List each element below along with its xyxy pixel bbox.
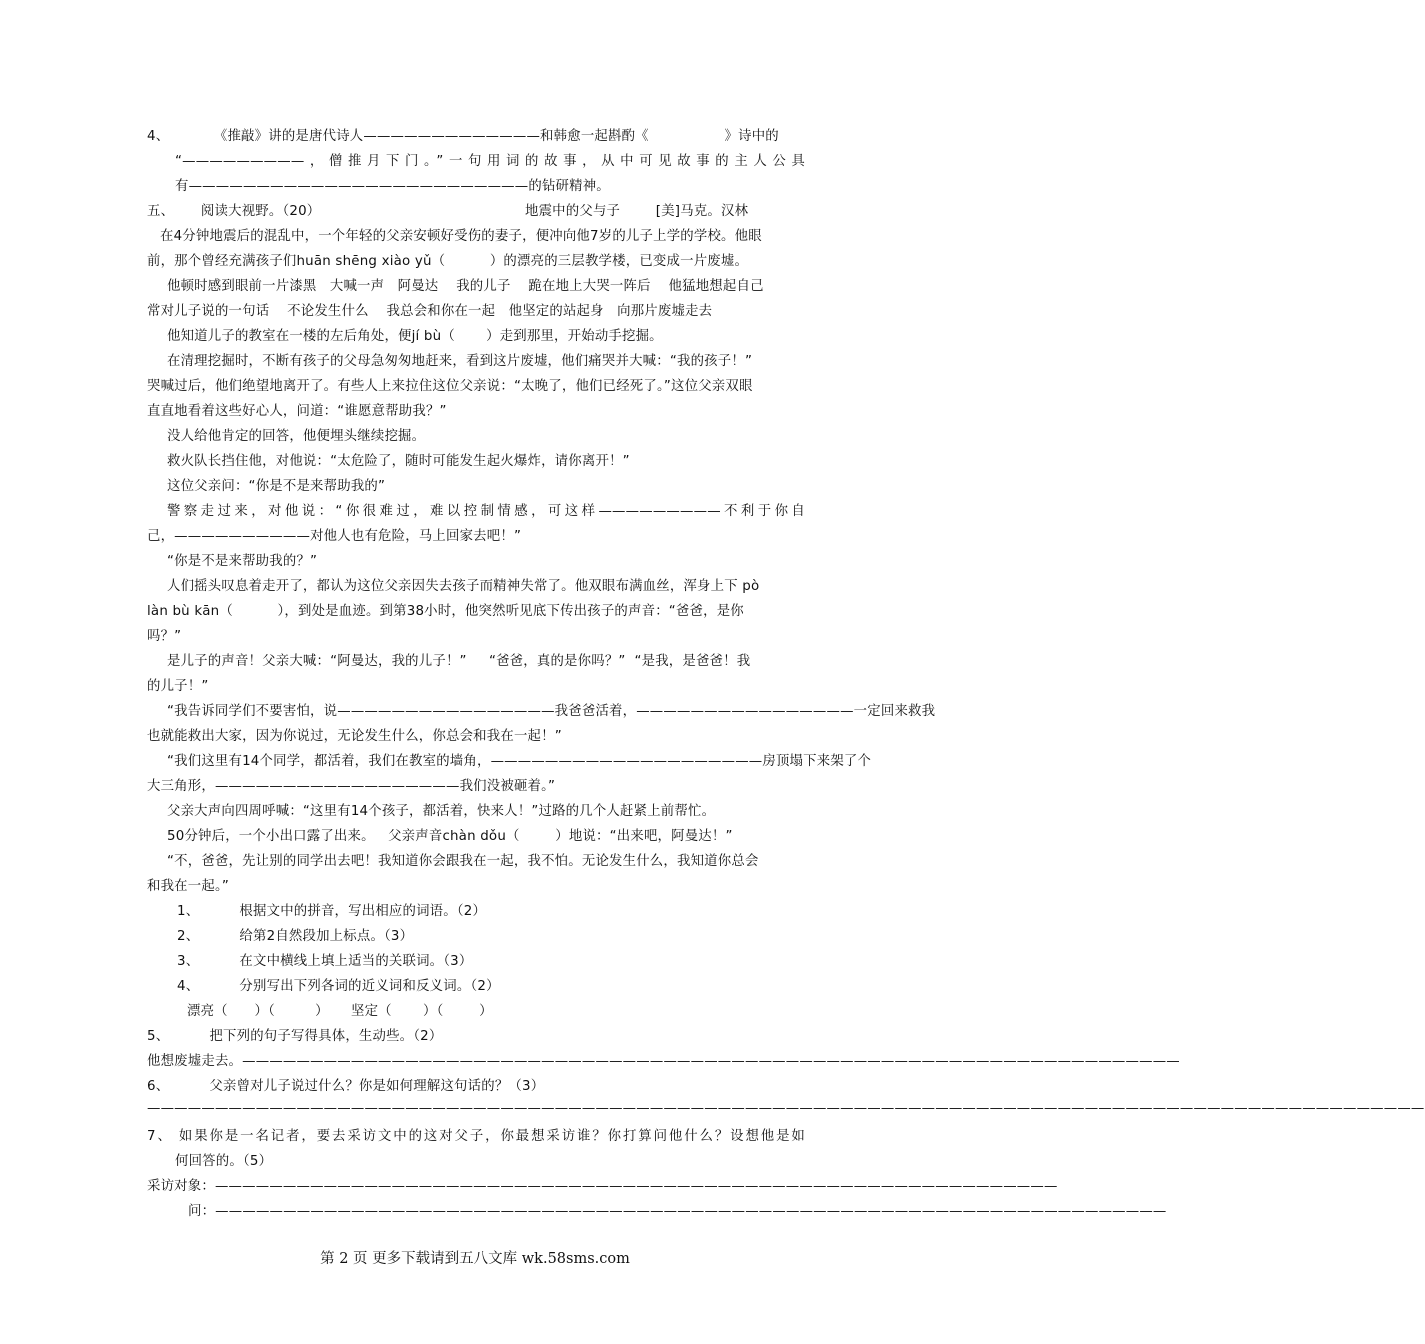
paragraph-line: 他知道儿子的教室在一楼的左后角处，便jí bù（ ）走到那里，开始动手挖掘。 [167,329,663,344]
paragraph-line: 直直地看着这些好心人，问道：“谁愿意帮助我？” [147,404,447,419]
question-6-answer-line: —————————————————————————————————————————————————————————————————————————————————————————————— [147,1101,1425,1116]
sub-question-2: 2、 给第2自然段加上标点。（3） [177,929,414,944]
paragraph-line: 没人给他肯定的回答，他便埋头继续挖掘。 [167,429,426,444]
paragraph-line: 大三角形，——————————————————我们没被砸着。” [147,779,556,794]
article-title: 地震中的父与子 [美]马克。汉林 [525,204,749,219]
paragraph-line: 在4分钟地震后的混乱中，一个年轻的父亲安顿好受伤的妻子，便冲向他7岁的儿子上学的学校。他眼 [160,229,762,244]
sub-question-3: 3、 在文中横线上填上适当的关联词。（3） [177,954,473,969]
paragraph-line: “我告诉同学们不要害怕，说————————————————我爸爸活着，————————————————一定回来救我 [167,704,936,719]
sub-question-1: 1、 根据文中的拼音，写出相应的词语。（2） [177,904,487,919]
question-5: 5、 把下列的句子写得具体，生动些。（2） [147,1029,443,1044]
synonym-antonym-blanks: 漂亮（ ）（ ） 坚定（ ）（ ） [187,1004,493,1019]
page-footer: 第 2 页 更多下载请到五八文库 wk.58sms.com [320,1251,630,1267]
question-6: 6、 父亲曾对儿子说过什么？你是如何理解这句话的？（3） [147,1079,545,1094]
paragraph-line: 常对儿子说的一句话 不论发生什么 我总会和你在一起 他坚定的站起身 向那片废墟走去 [147,304,713,319]
paragraph-line: 救火队长挡住他，对他说：“太危险了，随时可能发生起火爆炸，请你离开！” [167,454,630,469]
question-4-line-3: 有—————————————————————————的钻研精神。 [175,179,610,194]
section-5-heading: 五、 阅读大视野。（20） [147,204,321,219]
paragraph-line: làn bù kān（ ），到处是血迹。到第38小时，他突然听见底下传出孩子的声音：“爸爸，是你 [147,604,744,619]
paragraph-line: 吗？” [147,629,182,644]
paragraph-line: 这位父亲问：“你是不是来帮助我的” [167,479,386,494]
question-5-answer-line: 他想废墟走去。————————————————————————————————————————————————————————————————————— [147,1054,1180,1069]
paragraph-line: 的儿子！” [147,679,209,694]
paragraph-line: 哭喊过后，他们绝望地离开了。有些人上来拉住这位父亲说：“太晚了，他们已经死了。”这位父亲双眼 [147,379,753,394]
interview-target-line: 采访对象：—————————————————————————————————————————————————————————————— [147,1179,1058,1194]
paragraph-line: 警察走过来，对他说：“你很难过，难以控制情感，可这样—————————不利于你自 [167,504,805,519]
paragraph-line: 父亲大声向四周呼喊：“这里有14个孩子，都活着，快来人！”过路的几个人赶紧上前帮忙。 [167,804,716,819]
question-ask-line: 问：—————————————————————————————————————————————————————————————————————— [188,1204,1167,1219]
question-7-line-1: 7、 如果你是一名记者，要去采访文中的这对父子，你最想采访谁？你打算问他什么？设想他是如 [147,1129,805,1144]
question-4-line-1: 4、 《推敲》讲的是唐代诗人—————————————和韩愈一起斟酌《 》诗中的 [147,129,779,144]
paragraph-line: 他顿时感到眼前一片漆黑 大喊一声 阿曼达 我的儿子 跪在地上大哭一阵后 他猛地想起自己 [167,279,764,294]
paragraph-line: “我们这里有14个同学，都活着，我们在教室的墙角，————————————————————房顶塌下来架了个 [167,754,872,769]
paragraph-line: “不，爸爸，先让别的同学出去吧！我知道你会跟我在一起，我不怕。无论发生什么，我知道你总会 [167,854,759,869]
paragraph-line: 是儿子的声音！父亲大喊：“阿曼达，我的儿子！” “爸爸，真的是你吗？” “是我，是爸爸！我 [167,654,751,669]
paragraph-line: “你是不是来帮助我的？” [167,554,318,569]
paragraph-line: 在清理挖掘时，不断有孩子的父母急匆匆地赶来，看到这片废墟，他们痛哭并大喊：“我的孩子！” [167,354,753,369]
paragraph-line: 和我在一起。” [147,879,229,894]
paragraph-line: 也就能救出大家，因为你说过，无论发生什么，你总会和我在一起！” [147,729,562,744]
question-4-line-2: “—————————，僧推月下门。”一句用词的故事，从中可见故事的主人公具 [175,154,805,169]
paragraph-line: 己，——————————对他人也有危险，马上回家去吧！” [147,529,522,544]
question-7-line-2: 何回答的。（5） [175,1154,273,1169]
paragraph-line: 前，那个曾经充满孩子们huān shēng xiào yǔ（ ）的漂亮的三层教学楼，已变成一片废墟。 [147,254,749,269]
paragraph-line: 人们摇头叹息着走开了，都认为这位父亲因失去孩子而精神失常了。他双眼布满血丝，浑身上下 pò [167,579,760,594]
sub-question-4: 4、 分别写出下列各词的近义词和反义词。（2） [177,979,500,994]
paragraph-line: 50分钟后，一个小出口露了出来。 父亲声音chàn dǒu（ ）地说：“出来吧，阿曼达！” [167,829,733,844]
